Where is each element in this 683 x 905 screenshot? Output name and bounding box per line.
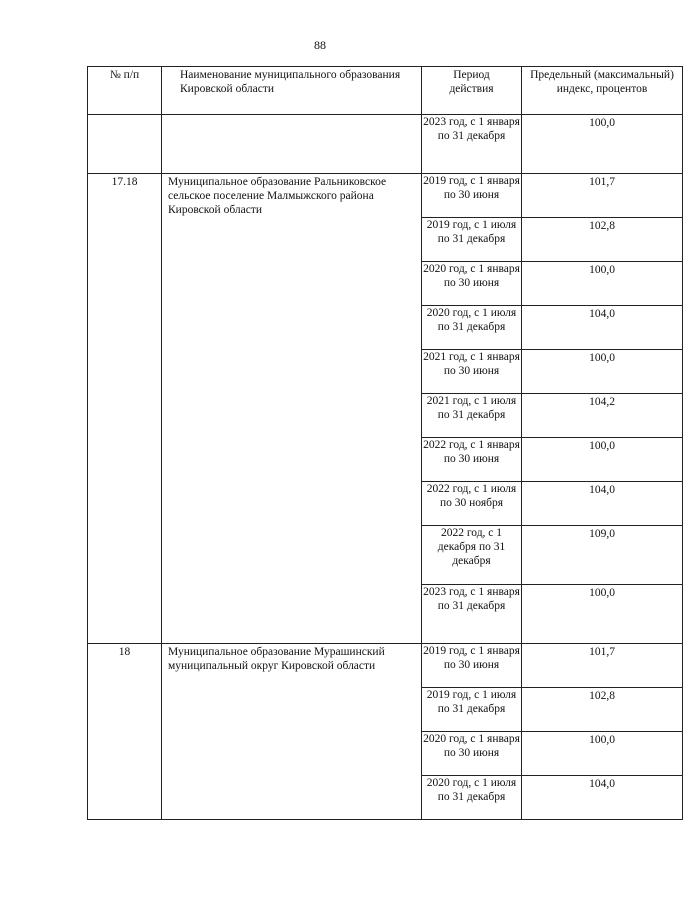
period-cell: 2022 год, с 1 января по 30 июня [422, 438, 522, 482]
table-row [88, 644, 683, 688]
period-cell: 2020 год, с 1 июля по 31 декабря [422, 776, 522, 820]
entry-name: Муниципальное образование Ральниковское сельское поселение Малмыжского района Кировской области [162, 174, 422, 644]
period-cell: 2022 год, с 1 декабря по 31 декабря [422, 526, 522, 585]
entry-number: 18 [88, 644, 162, 820]
period-cell: 2019 год, с 1 января по 30 июня [422, 644, 522, 688]
index-cell: 101,7 [522, 174, 683, 218]
entry-name: Муниципальное образование Мурашинский муниципальный округ Кировской области [162, 644, 422, 820]
entry-number: 17.18 [88, 174, 162, 644]
index-cell: 104,0 [522, 482, 683, 526]
index-cell: 104,0 [522, 306, 683, 350]
table-row [88, 174, 683, 218]
period-cell: 2019 год, с 1 июля по 31 декабря [422, 688, 522, 732]
index-cell: 104,2 [522, 394, 683, 438]
header-period: Период действия [422, 67, 522, 115]
period-cell: 2021 год, с 1 января по 30 июня [422, 350, 522, 394]
period-cell: 2020 год, с 1 января по 30 июня [422, 262, 522, 306]
period-cell: 2022 год, с 1 июля по 30 ноября [422, 482, 522, 526]
index-cell: 104,0 [522, 776, 683, 820]
row-num-cell [88, 115, 162, 174]
index-cell: 100,0 [522, 732, 683, 776]
index-cell: 100,0 [522, 438, 683, 482]
index-cell: 100,0 [522, 262, 683, 306]
period-cell: 2020 год, с 1 июля по 31 декабря [422, 306, 522, 350]
period-cell: 2019 год, с 1 июля по 31 декабря [422, 218, 522, 262]
index-cell: 101,7 [522, 644, 683, 688]
tariff-index-table [87, 66, 683, 820]
index-cell: 100,0 [522, 115, 683, 174]
period-cell: 2023 год, с 1 января по 31 декабря [422, 585, 522, 644]
index-cell: 102,8 [522, 218, 683, 262]
row-name-cell [162, 115, 422, 174]
header-index: Предельный (максимальный) индекс, процентов [522, 67, 683, 115]
period-cell: 2019 год, с 1 января по 30 июня [422, 174, 522, 218]
index-cell: 100,0 [522, 350, 683, 394]
index-cell: 102,8 [522, 688, 683, 732]
header-num: № п/п [88, 67, 162, 115]
table-body [88, 115, 683, 820]
page-number: 88 [314, 38, 326, 52]
index-cell: 100,0 [522, 585, 683, 644]
period-cell: 2021 год, с 1 июля по 31 декабря [422, 394, 522, 438]
header-name: Наименование муниципального образования Кировской области [162, 67, 422, 115]
index-cell: 109,0 [522, 526, 683, 585]
period-cell: 2020 год, с 1 января по 30 июня [422, 732, 522, 776]
table-header-row [88, 67, 683, 115]
table-row [88, 115, 683, 174]
period-cell: 2023 год, с 1 января по 31 декабря [422, 115, 522, 174]
